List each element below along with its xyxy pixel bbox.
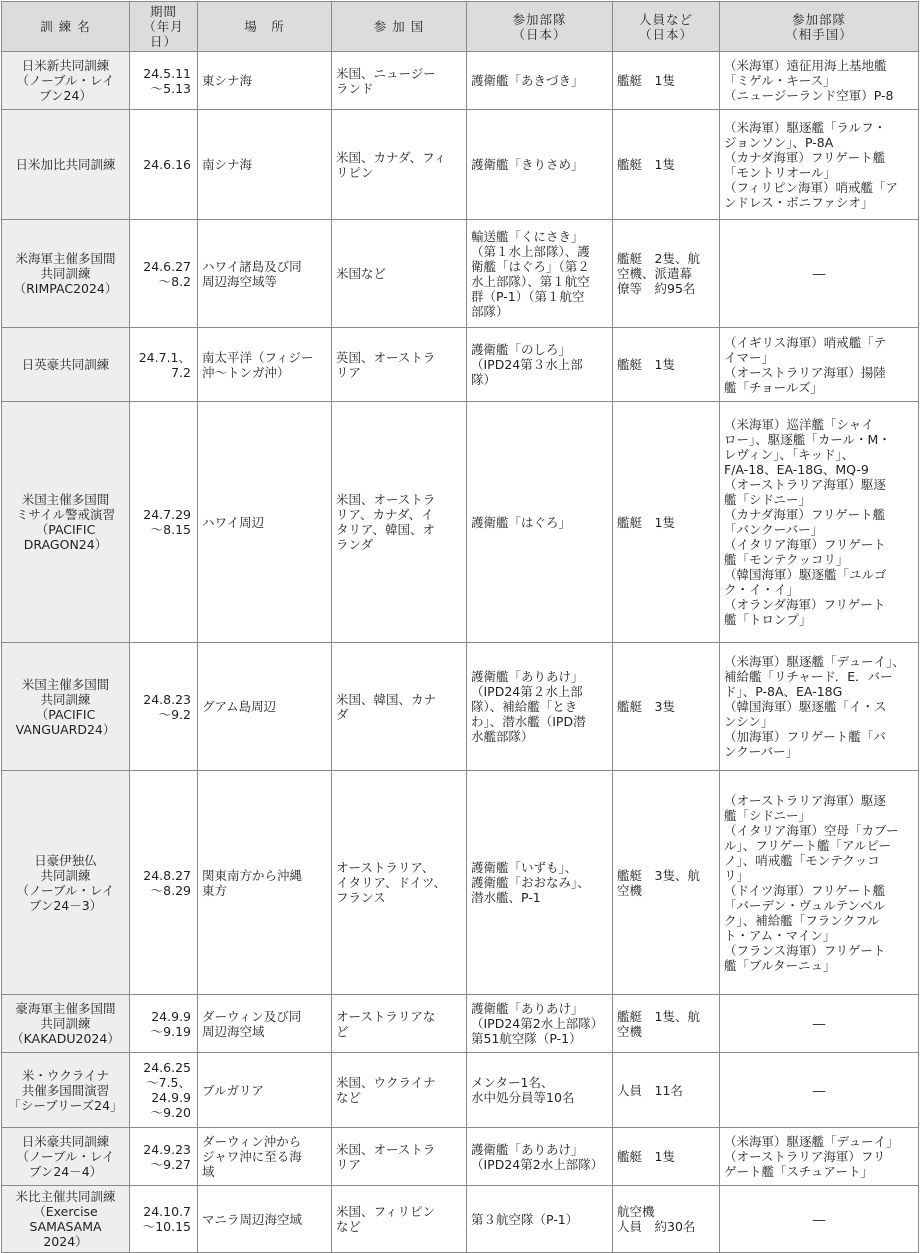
table-row <box>2 1053 919 1128</box>
cell-period: 24.5.11 ～5.13 <box>130 52 198 110</box>
cell-jp-units: 護衛艦「ありあけ」 （IPD24第2水上部隊） 第51航空隊（P-1） <box>467 995 613 1053</box>
cell-jp-units: 輸送艦「くにさき」 （第１水上部隊）、護 衛艦「はぐろ」（第２ 水上部隊）、第１航空 群（P-1）（第１航空 部隊） <box>467 220 613 328</box>
cell-place: ハワイ周辺 <box>198 402 332 643</box>
cell-jp-personnel: 艦艇 1隻 <box>613 52 720 110</box>
cell-training-name: 米比主催共同訓練 （Exercise SAMASAMA 2024） <box>2 1186 130 1253</box>
cell-jp-units: 護衛艦「いずも」、 護衛艦「おおなみ」、 潜水艦、P-1 <box>467 771 613 995</box>
cell-jp-personnel: 艦艇 2隻、航 空機、派遣幕 僚等 約95名 <box>613 220 720 328</box>
cell-jp-personnel: 艦艇 1隻 <box>613 110 720 220</box>
header-countries: 参 加 国 <box>332 2 467 52</box>
cell-period: 24.8.23 ～9.2 <box>130 643 198 771</box>
header-period: 期間 （年月日） <box>130 2 198 52</box>
cell-jp-units: 護衛艦「きりさめ」 <box>467 110 613 220</box>
cell-place: ブルガリア <box>198 1053 332 1128</box>
cell-countries: 米国、オーストラ リア、カナダ、イ タリア、韓国、オ ランダ <box>332 402 467 643</box>
cell-training-name: 米国主催多国間 ミサイル警戒演習 （PACIFIC DRAGON24） <box>2 402 130 643</box>
header-place: 場 所 <box>198 2 332 52</box>
cell-training-name: 日米新共同訓練 （ノーブル・レイ ブン24） <box>2 52 130 110</box>
cell-training-name: 日豪伊独仏 共同訓練 （ノーブル・レイ ブン24－3） <box>2 771 130 995</box>
cell-countries: 米国、カナダ、フィ リピン <box>332 110 467 220</box>
cell-countries: 米国、フィリピン など <box>332 1186 467 1253</box>
cell-place: ダーウィン及び同 周辺海空域 <box>198 995 332 1053</box>
cell-jp-personnel: 艦艇 3隻 <box>613 643 720 771</box>
cell-partner-units: ― <box>720 1186 919 1253</box>
table-row <box>2 1186 919 1253</box>
cell-jp-personnel: 人員 11名 <box>613 1053 720 1128</box>
cell-countries: オーストラリア、 イタリア、ドイツ、 フランス <box>332 771 467 995</box>
cell-period: 24.9.23 ～9.27 <box>130 1128 198 1186</box>
table-row <box>2 328 919 402</box>
cell-jp-units: メンター1名、 水中処分員等10名 <box>467 1053 613 1128</box>
cell-training-name: 米海軍主催多国間 共同訓練 （RIMPAC2024） <box>2 220 130 328</box>
cell-period: 24.8.27 ～8.29 <box>130 771 198 995</box>
cell-training-name: 米・ウクライナ 共催多国間演習 「シーブリーズ24」 <box>2 1053 130 1128</box>
cell-partner-units: （米海軍）駆逐艦「ラルフ・ ジョンソン」、P-8A （カナダ海軍）フリゲート艦 「モントリオール」 （フィリピン海軍）哨戒艦「ア ンドレス・ボニファシオ」 <box>720 110 919 220</box>
cell-jp-units: 護衛艦「あきづき」 <box>467 52 613 110</box>
cell-countries: オーストラリアな ど <box>332 995 467 1053</box>
table-header <box>2 2 919 52</box>
header-jp-personnel: 人員など （日本） <box>613 2 720 52</box>
cell-period: 24.6.27 ～8.2 <box>130 220 198 328</box>
cell-training-name: 日英豪共同訓練 <box>2 328 130 402</box>
table-row <box>2 220 919 328</box>
cell-partner-units: ― <box>720 1053 919 1128</box>
table-row <box>2 110 919 220</box>
cell-jp-personnel: 艦艇 1隻 <box>613 1128 720 1186</box>
cell-period: 24.9.9 ～9.19 <box>130 995 198 1053</box>
cell-training-name: 米国主催多国間 共同訓練 （PACIFIC VANGUARD24） <box>2 643 130 771</box>
training-table-container <box>1 1 918 1253</box>
training-table <box>1 1 919 1253</box>
table-row <box>2 771 919 995</box>
cell-partner-units: （イギリス海軍）哨戒艦「テ イマー」 （オーストラリア海軍）揚陸 艦「チョールズ」 <box>720 328 919 402</box>
cell-jp-personnel: 艦艇 1隻 <box>613 402 720 643</box>
cell-place: マニラ周辺海空域 <box>198 1186 332 1253</box>
cell-training-name: 日米豪共同訓練 （ノーブル・レイ ブン24－4） <box>2 1128 130 1186</box>
cell-partner-units: （米海軍）巡洋艦「シャイ ロー」、駆逐艦「カール・M・ レヴィン」、「キッド」、 F/A-18、EA-18G、MQ-9 （オーストラリア海軍）駆逐 艦「シドニー」 （カナダ海軍）フリゲート艦 「バンクーバー」 （イタリア海軍）フリゲート 艦「モンテクッコリ」 （韓国海軍）駆逐艦「ユルゴ ク・イ・イ」 （オランダ海軍）フリゲート 艦「トロンプ」 <box>720 402 919 643</box>
cell-period: 24.7.1、 7.2 <box>130 328 198 402</box>
cell-place: グアム島周辺 <box>198 643 332 771</box>
cell-jp-units: 護衛艦「のしろ」 （IPD24第３水上部 隊） <box>467 328 613 402</box>
cell-place: 南シナ海 <box>198 110 332 220</box>
cell-countries: 米国、ニュージー ランド <box>332 52 467 110</box>
cell-place: 南太平洋（フィジー 沖～トンガ沖） <box>198 328 332 402</box>
cell-place: ハワイ諸島及び同 周辺海空域等 <box>198 220 332 328</box>
table-row <box>2 52 919 110</box>
header-partner-units: 参加部隊 （相手国） <box>720 2 919 52</box>
table-body <box>2 52 919 1253</box>
cell-jp-personnel: 艦艇 1隻 <box>613 328 720 402</box>
cell-jp-units: 護衛艦「ありあけ」 （IPD24第2水上部隊） <box>467 1128 613 1186</box>
cell-jp-personnel: 航空機 人員 約30名 <box>613 1186 720 1253</box>
cell-period: 24.7.29 ～8.15 <box>130 402 198 643</box>
cell-partner-units: ― <box>720 220 919 328</box>
table-row <box>2 1128 919 1186</box>
table-row <box>2 402 919 643</box>
cell-partner-units: （米海軍）駆逐艦「デューイ」、 補給艦「リチャード．E．バー ド」、P-8A、EA-18G （韓国海軍）駆逐艦「イ・ス ンシン」 （加海軍）フリゲート艦「バ ンクーバー」 <box>720 643 919 771</box>
cell-place: 東シナ海 <box>198 52 332 110</box>
cell-partner-units: （米海軍）駆逐艦「デューイ」 （オーストラリア海軍）フリ ゲート艦「スチュアート」 <box>720 1128 919 1186</box>
cell-training-name: 日米加比共同訓練 <box>2 110 130 220</box>
table-row <box>2 995 919 1053</box>
cell-jp-units: 護衛艦「ありあけ」 （IPD24第２水上部 隊）、補給艦「とき わ」、潜水艦（IPD潜 水艦部隊） <box>467 643 613 771</box>
cell-place: 関東南方から沖縄 東方 <box>198 771 332 995</box>
cell-countries: 米国など <box>332 220 467 328</box>
table-row <box>2 643 919 771</box>
cell-partner-units: （オーストラリア海軍）駆逐 艦「シドニー」 （イタリア海軍）空母「カブー ル」、フリゲート艦「アルピー ノ」、哨戒艦「モンテクッコ リ」 （ドイツ海軍）フリゲート艦 「バーデン・ヴュルテンベル ク」、補給艦「フランクフル ト・アム・マイン」 （フランス海軍）フリゲート 艦「ブルターニュ」 <box>720 771 919 995</box>
cell-jp-personnel: 艦艇 1隻、航 空機 <box>613 995 720 1053</box>
cell-jp-units: 護衛艦「はぐろ」 <box>467 402 613 643</box>
cell-period: 24.6.25 ～7.5、 24.9.9 ～9.20 <box>130 1053 198 1128</box>
cell-period: 24.6.16 <box>130 110 198 220</box>
cell-partner-units: ― <box>720 995 919 1053</box>
header-training-name: 訓 練 名 <box>2 2 130 52</box>
cell-countries: 米国、オーストラ リア <box>332 1128 467 1186</box>
cell-period: 24.10.7 ～10.15 <box>130 1186 198 1253</box>
cell-place: ダーウィン沖から ジャワ沖に至る海 域 <box>198 1128 332 1186</box>
header-jp-units: 参加部隊 （日本） <box>467 2 613 52</box>
cell-partner-units: （米海軍）遠征用海上基地艦 「ミゲル・キース」 （ニュージーランド空軍）P-8 <box>720 52 919 110</box>
cell-countries: 英国、オーストラ リア <box>332 328 467 402</box>
cell-countries: 米国、ウクライナ など <box>332 1053 467 1128</box>
cell-training-name: 豪海軍主催多国間 共同訓練 （KAKADU2024） <box>2 995 130 1053</box>
cell-jp-personnel: 艦艇 3隻、航 空機 <box>613 771 720 995</box>
cell-jp-units: 第３航空隊（P-1） <box>467 1186 613 1253</box>
cell-countries: 米国、韓国、カナ ダ <box>332 643 467 771</box>
